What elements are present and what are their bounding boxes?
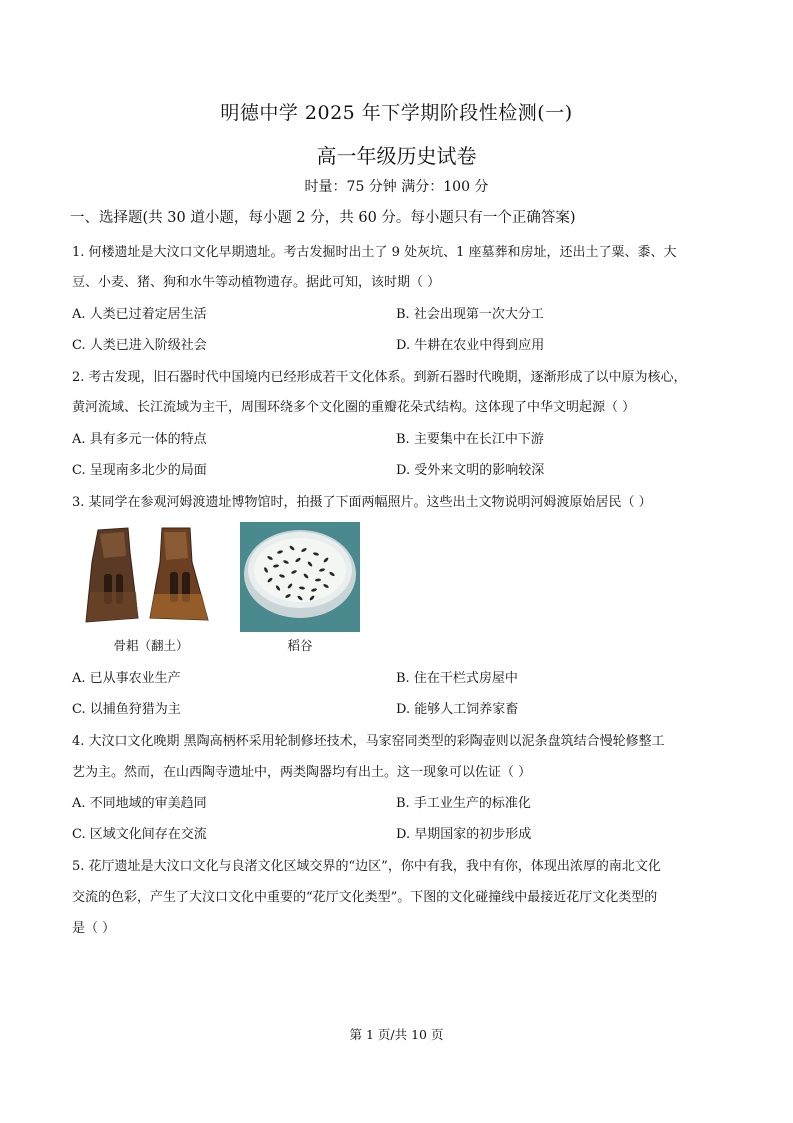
question-2-option-d: D. 受外来文明的影响较深 xyxy=(396,463,545,478)
bone-spade-caption: 骨耜（翻土） xyxy=(113,638,189,653)
bone-spade-photo xyxy=(80,522,222,632)
question-2-line-2: 黄河流域、长江流域为主干，周围环绕多个文化圈的重瓣花朵式结构。这体现了中华文明起源（ ） xyxy=(72,400,636,415)
question-1-line-1: 1. 何楼遗址是大汶口文化早期遗址。考古发掘时出土了 9 处灰坑、1 座墓葬和房址，还出土了粟、黍、大 xyxy=(72,245,677,260)
rice-grain-photo xyxy=(240,522,360,632)
question-1-option-a: A. 人类已过着定居生活 xyxy=(72,307,207,322)
question-4-option-d: D. 早期国家的初步形成 xyxy=(396,827,532,842)
question-3-option-c: C. 以捕鱼狩猎为主 xyxy=(72,702,181,717)
rice-grain-caption: 稻谷 xyxy=(287,638,313,653)
question-4-option-c: C. 区域文化间存在交流 xyxy=(72,827,207,842)
question-3-option-b: B. 住在干栏式房屋中 xyxy=(396,671,518,686)
exam-subtitle: 高一年级历史试卷 xyxy=(316,144,477,168)
question-3-line-1: 3. 某同学在参观河姆渡遗址博物馆时，拍摄了下面两幅照片。这些出土文物说明河姆渡原始居民（ ） xyxy=(72,495,652,510)
question-2-option-b: B. 主要集中在长江中下游 xyxy=(396,432,544,447)
question-1-option-c: C. 人类已进入阶级社会 xyxy=(72,338,207,353)
question-5-line-2: 交流的色彩，产生了大汶口文化中重要的“花厅文化类型”。下图的文化碰撞线中最接近花厅文化类型的 xyxy=(72,890,658,905)
exam-title: 明德中学 2025 年下学期阶段性检测(一) xyxy=(220,102,573,124)
question-4-option-a: A. 不同地域的审美趋同 xyxy=(72,796,207,811)
question-2-option-a: A. 具有多元一体的特点 xyxy=(72,432,207,447)
question-3-option-a: A. 已从事农业生产 xyxy=(72,671,181,686)
question-1-line-2: 豆、小麦、猪、狗和水牛等动植物遗存。据此可知，该时期（ ） xyxy=(72,275,441,290)
question-5-line-3: 是（ ） xyxy=(72,921,116,936)
question-5-line-1: 5. 花厅遗址是大汶口文化与良渚文化区域交界的“边区”，你中有我，我中有你，体现出浓厚的南北文化 xyxy=(72,859,661,874)
question-4-option-b: B. 手工业生产的标准化 xyxy=(396,796,531,811)
section-heading: 一、选择题(共 30 道小题，每小题 2 分，共 60 分。每小题只有一个正确答案) xyxy=(70,210,576,226)
question-4-line-1: 4. 大汶口文化晚期 黑陶高柄杯采用轮制修坯技术，马家窑同类型的彩陶壶则以泥条盘筑结合慢轮修整工 xyxy=(72,734,665,749)
question-2-option-c: C. 呈现南多北少的局面 xyxy=(72,463,207,478)
question-1-option-b: B. 社会出现第一次大分工 xyxy=(396,307,544,322)
question-4-line-2: 艺为主。然而，在山西陶寺遗址中，两类陶器均有出土。这一现象可以佐证（ ） xyxy=(72,765,532,780)
page-footer: 第 1 页/共 10 页 xyxy=(349,1027,444,1042)
question-3-option-d: D. 能够人工饲养家畜 xyxy=(396,702,519,717)
question-1-option-d: D. 牛耕在农业中得到应用 xyxy=(396,338,545,353)
exam-meta: 时量：75 分钟 满分：100 分 xyxy=(304,179,489,195)
question-2-line-1: 2. 考古发现，旧石器时代中国境内已经形成若干文化体系。到新石器时代晚期，逐渐形成了以中原为核心， xyxy=(72,370,687,385)
